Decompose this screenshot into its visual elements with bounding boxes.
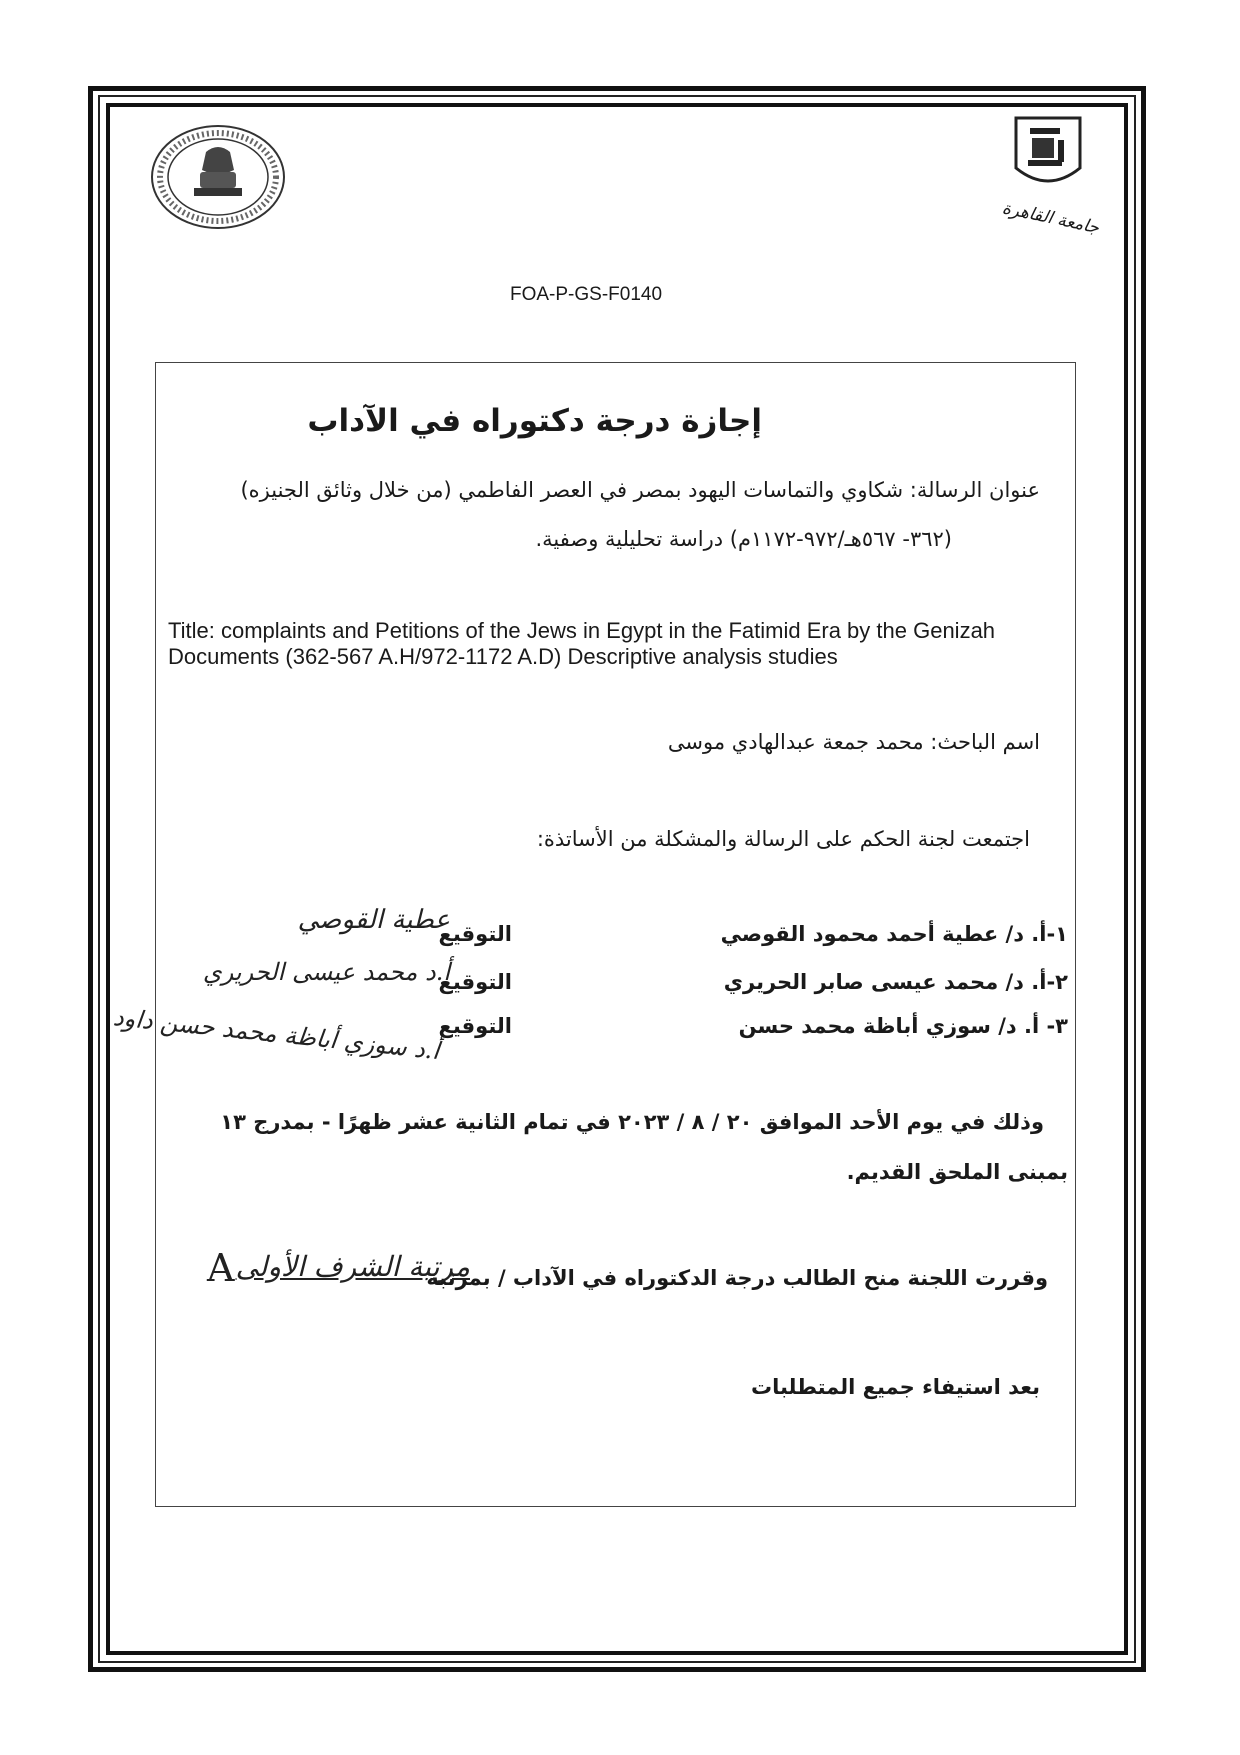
meeting-line-1: وذلك في يوم الأحد الموافق ٢٠ / ٨ / ٢٠٢٣ في تمام الثانية عشر ظهرًا - بمدرج ١٣ (220, 1110, 1044, 1134)
thesis-title-ar-line1: عنوان الرسالة: شكاوي والتماسات اليهود بمصر في العصر الفاطمي (من خلال وثائق الجنيزه) (240, 478, 1040, 502)
form-code: FOA-P-GS-F0140 (510, 284, 663, 305)
committee-member-3: ٣- أ. د/ سوزي أباظة محمد حسن (738, 1014, 1068, 1038)
researcher-name: اسم الباحث: محمد جمعة عبدالهادي موسى (667, 730, 1040, 754)
footer-note: بعد استيفاء جميع المتطلبات (751, 1375, 1040, 1399)
decision-grade: A (207, 1246, 235, 1290)
signature-label-2: التوقيع (438, 970, 512, 994)
document-title: إجازة درجة دكتوراه في الآداب (307, 403, 762, 439)
committee-member-2: ٢-أ. د/ محمد عيسى صابر الحريري (723, 970, 1068, 994)
university-logo-icon (1008, 112, 1088, 192)
thesis-title-en: Title: complaints and Petitions of the Jews in Egypt in the Fatimid Era by the Genizah Documents (362-567 A.H/972-1172 A.D) Descriptive analysis studies (168, 618, 996, 669)
signature-1: عطية القوصي (297, 905, 450, 935)
meeting-line-2: بمبنى الملحق القديم. (846, 1160, 1068, 1184)
signature-label-3: التوقيع (438, 1014, 512, 1038)
university-logo-caption: جامعة القاهرة (1000, 198, 1101, 239)
signature-label-1: التوقيع (438, 922, 512, 946)
thesis-title-ar-line2: (٣٦٢- ٥٦٧هـ/٩٧٢-١١٧٢م) دراسة تحليلية وصفية. (535, 527, 952, 551)
signature-3: أ.د سوزي أباظة محمد حسن داود (111, 1002, 441, 1066)
decision-handwritten: مرتبة الشرف الأولى (235, 1250, 470, 1283)
signature-2: أ.د محمد عيسى الحريري (202, 958, 450, 986)
faculty-seal-icon (148, 122, 288, 232)
committee-intro: اجتمعت لجنة الحكم على الرسالة والمشكلة من الأساتذة: (536, 827, 1030, 851)
decision-prefix: وقررت اللجنة منح الطالب درجة الدكتوراه في الآداب / بمرتبة (426, 1266, 1048, 1290)
committee-member-1: ١-أ. د/ عطية أحمد محمود القوصي (720, 922, 1068, 946)
